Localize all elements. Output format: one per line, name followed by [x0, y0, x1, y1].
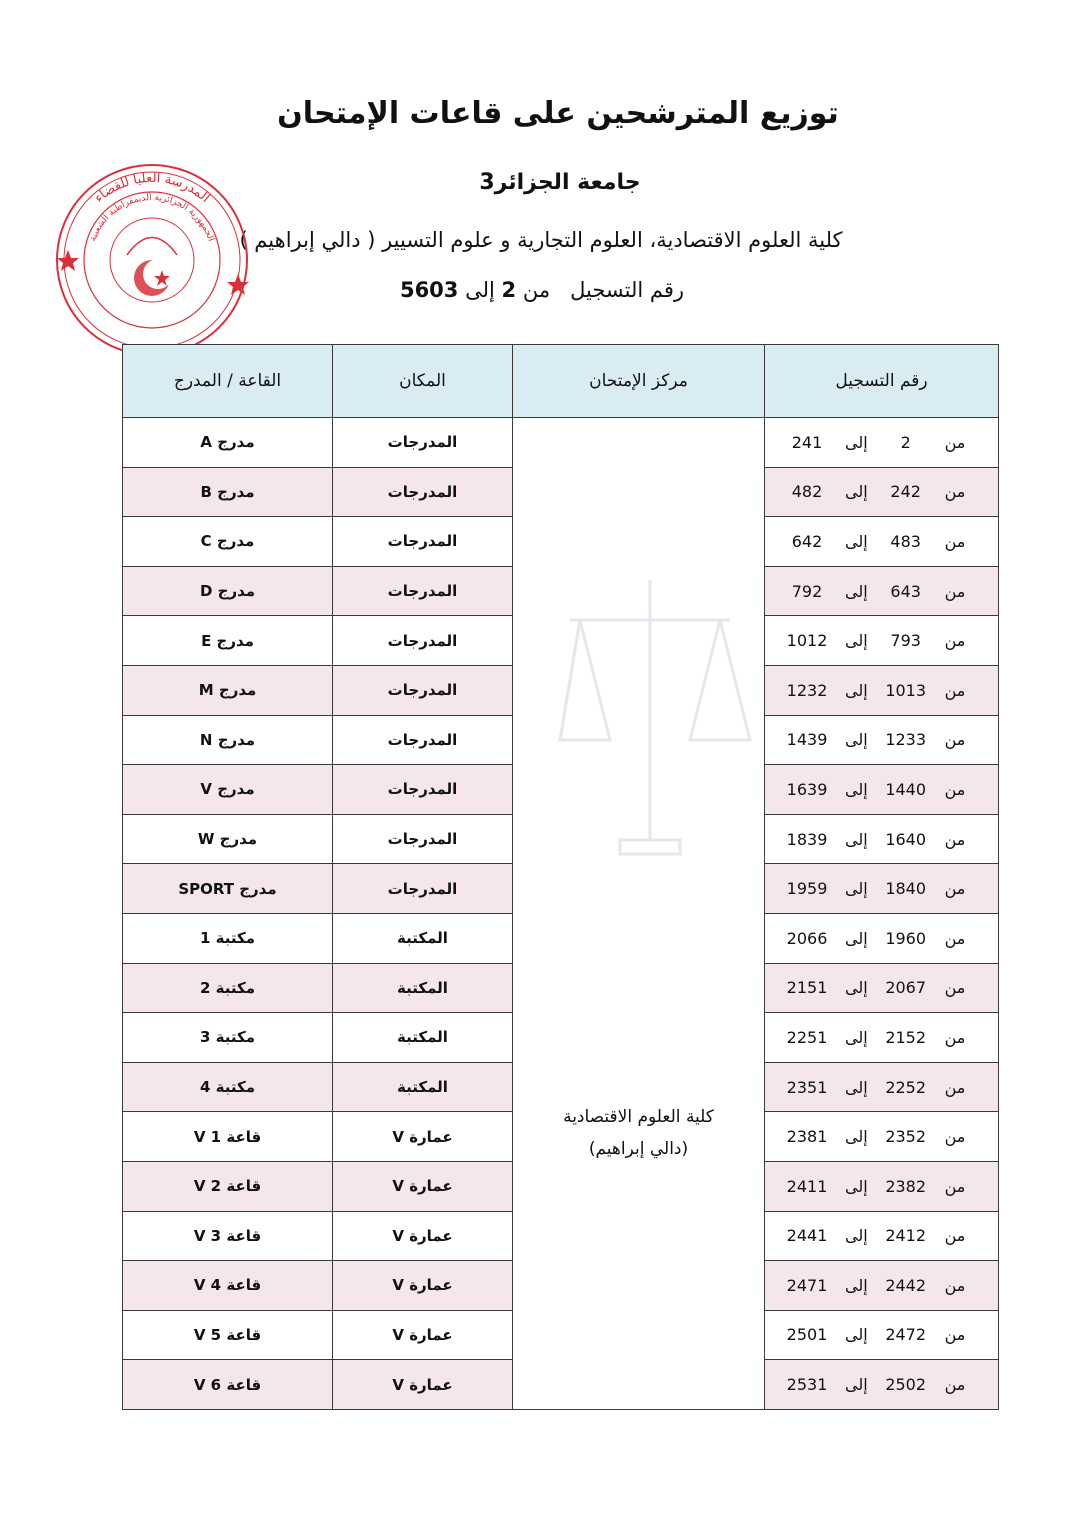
to-value: 1839 — [786, 829, 828, 849]
registration-range-cell — [765, 616, 999, 666]
to-value: 2411 — [786, 1176, 828, 1196]
to-value: 2501 — [786, 1325, 828, 1345]
to-value: 482 — [791, 482, 823, 502]
to-label: إلى — [845, 482, 868, 502]
from-label: من — [944, 928, 966, 948]
room-cell: قاعة V 2 — [123, 1161, 333, 1211]
from-label: من — [944, 1375, 966, 1395]
from-value: 2472 — [885, 1325, 927, 1345]
star-icon — [57, 250, 79, 271]
to-value: 2251 — [786, 1027, 828, 1047]
table-body — [123, 418, 999, 1410]
to-value: 1012 — [786, 631, 828, 651]
from-value: 1960 — [885, 928, 927, 948]
room-cell: مدرج V — [123, 765, 333, 815]
registration-range-cell — [765, 765, 999, 815]
place-cell: المدرجات — [333, 715, 513, 765]
from-label: من — [944, 1226, 966, 1246]
from-label: من — [944, 1027, 966, 1047]
room-cell: مدرج E — [123, 616, 333, 666]
place-cell: المدرجات — [333, 566, 513, 616]
from-label: من — [944, 1275, 966, 1295]
from-value: 483 — [890, 531, 921, 551]
from-label: من — [944, 1325, 966, 1345]
to-label: إلى — [845, 531, 868, 551]
to-label: إلى — [845, 1375, 868, 1395]
distribution-table — [122, 344, 999, 1410]
header-place: المكان — [333, 345, 513, 418]
from-label: من — [944, 581, 966, 601]
from-value: 1013 — [885, 680, 927, 700]
to-value: 2066 — [786, 928, 828, 948]
registration-range-cell — [765, 1062, 999, 1112]
room-cell: مدرج N — [123, 715, 333, 765]
table-header-row — [123, 345, 999, 418]
registration-range-cell — [765, 1310, 999, 1360]
page-title: توزيع المترشحين على قاعات الإمتحان — [277, 96, 839, 131]
place-cell: عمارة V — [333, 1161, 513, 1211]
room-cell: مكتبة 3 — [123, 1013, 333, 1063]
university-name: جامعة الجزائر3 — [479, 170, 641, 195]
room-cell: قاعة V 3 — [123, 1211, 333, 1261]
registration-range-cell — [765, 418, 999, 468]
place-cell: المدرجات — [333, 765, 513, 815]
to-label: إلى — [845, 829, 868, 849]
header-registration: رقم التسجيل — [765, 345, 999, 418]
stamp-outer-text: المدرسة العليا للقضاء — [91, 170, 213, 206]
registration-range-cell — [765, 517, 999, 567]
from-label: من — [944, 829, 966, 849]
to-value: 792 — [791, 581, 823, 601]
registration-range-cell — [765, 913, 999, 963]
range-to-value: 5603 — [399, 278, 459, 302]
range-from-label: من — [522, 278, 551, 302]
registration-range-cell — [765, 1261, 999, 1311]
from-value: 2442 — [885, 1275, 927, 1295]
room-cell: قاعة V 4 — [123, 1261, 333, 1311]
registration-range-cell — [765, 1161, 999, 1211]
crescent-star-icon — [134, 259, 173, 296]
place-cell: عمارة V — [333, 1211, 513, 1261]
exam-center-cell — [513, 418, 765, 1410]
room-cell: مدرج M — [123, 665, 333, 715]
to-label: إلى — [845, 1275, 868, 1295]
place-cell: المدرجات — [333, 517, 513, 567]
to-value: 642 — [791, 531, 823, 551]
range-from-value: 2 — [501, 278, 517, 302]
place-cell: المكتبة — [333, 1062, 513, 1112]
registration-range-cell — [765, 1360, 999, 1410]
to-value: 2151 — [786, 978, 828, 998]
place-cell: المدرجات — [333, 418, 513, 468]
from-value: 2152 — [885, 1027, 927, 1047]
from-label: من — [944, 531, 966, 551]
registration-range-cell — [765, 814, 999, 864]
from-value: 2412 — [885, 1226, 927, 1246]
to-label: إلى — [845, 1127, 868, 1147]
to-label: إلى — [845, 1176, 868, 1196]
from-label: من — [944, 730, 966, 750]
to-value: 2441 — [786, 1226, 828, 1246]
place-cell: المدرجات — [333, 467, 513, 517]
to-value: 2351 — [786, 1077, 828, 1097]
to-label: إلى — [845, 978, 868, 998]
from-label: من — [944, 432, 966, 452]
registration-range-cell — [765, 1013, 999, 1063]
table-row — [123, 418, 999, 468]
to-label: إلى — [845, 1077, 868, 1097]
place-cell: عمارة V — [333, 1310, 513, 1360]
to-value: 1232 — [786, 680, 828, 700]
registration-range-cell — [765, 566, 999, 616]
to-value: 1639 — [786, 779, 828, 799]
to-label: إلى — [845, 432, 868, 452]
from-value: 2252 — [885, 1077, 927, 1097]
from-label: من — [944, 879, 966, 899]
place-cell: عمارة V — [333, 1261, 513, 1311]
from-label: من — [944, 482, 966, 502]
registration-range-cell — [765, 963, 999, 1013]
from-label: من — [944, 631, 966, 651]
from-label: من — [944, 1077, 966, 1097]
room-cell: مدرج C — [123, 517, 333, 567]
room-cell: مكتبة 4 — [123, 1062, 333, 1112]
place-cell: المكتبة — [333, 1013, 513, 1063]
official-stamp — [52, 160, 252, 360]
place-cell: عمارة V — [333, 1112, 513, 1162]
place-cell: المدرجات — [333, 616, 513, 666]
to-label: إلى — [845, 1226, 868, 1246]
header-room: القاعة / المدرج — [123, 345, 333, 418]
exam-center-sub: (دالي إبراهيم) — [588, 1139, 689, 1160]
registration-range-cell — [765, 864, 999, 914]
from-value: 2502 — [885, 1375, 927, 1395]
to-label: إلى — [845, 879, 868, 899]
room-cell: مدرج B — [123, 467, 333, 517]
room-cell: مكتبة 2 — [123, 963, 333, 1013]
room-cell: مدرج A — [123, 418, 333, 468]
to-label: إلى — [845, 779, 868, 799]
place-cell: المدرجات — [333, 864, 513, 914]
from-label: من — [944, 1127, 966, 1147]
from-label: من — [944, 1176, 966, 1196]
registration-range-cell — [765, 665, 999, 715]
range-to-label: إلى — [465, 278, 495, 302]
from-value: 2352 — [885, 1127, 927, 1147]
distribution-table-wrapper — [122, 344, 998, 1410]
registration-range-cell — [765, 1112, 999, 1162]
place-cell: المدرجات — [333, 814, 513, 864]
from-value: 2 — [900, 432, 911, 452]
from-value: 1840 — [885, 879, 927, 899]
registration-range-cell — [765, 1211, 999, 1261]
from-value: 2067 — [885, 978, 927, 998]
to-value: 2531 — [786, 1375, 828, 1395]
from-value: 1440 — [885, 779, 927, 799]
header-exam-center: مركز الإمتحان — [513, 345, 765, 418]
to-value: 2381 — [786, 1127, 828, 1147]
from-value: 2382 — [885, 1176, 927, 1196]
room-cell: قاعة V 1 — [123, 1112, 333, 1162]
place-cell: عمارة V — [333, 1360, 513, 1410]
to-value: 1439 — [786, 730, 828, 750]
from-value: 643 — [890, 581, 921, 601]
place-cell: المدرجات — [333, 665, 513, 715]
to-value: 2471 — [786, 1275, 828, 1295]
to-label: إلى — [845, 1027, 868, 1047]
room-cell: مدرج D — [123, 566, 333, 616]
registration-range-cell — [765, 467, 999, 517]
to-label: إلى — [845, 680, 868, 700]
from-label: من — [944, 680, 966, 700]
room-cell: مكتبة 1 — [123, 913, 333, 963]
room-cell: مدرج SPORT — [123, 864, 333, 914]
to-label: إلى — [845, 581, 868, 601]
range-label: رقم التسجيل — [570, 278, 685, 302]
to-value: 1959 — [786, 879, 828, 899]
room-cell: مدرج W — [123, 814, 333, 864]
registration-range-cell — [765, 715, 999, 765]
to-label: إلى — [845, 928, 868, 948]
from-value: 793 — [890, 631, 921, 651]
from-label: من — [944, 779, 966, 799]
room-cell: قاعة V 6 — [123, 1360, 333, 1410]
to-label: إلى — [845, 730, 868, 750]
place-cell: المكتبة — [333, 913, 513, 963]
from-value: 242 — [890, 482, 921, 502]
to-value: 241 — [791, 432, 823, 452]
from-label: من — [944, 978, 966, 998]
from-value: 1233 — [885, 730, 927, 750]
faculty-name: كلية العلوم الاقتصادية، العلوم التجارية و علوم التسيير ( دالي إبراهيم ) — [239, 228, 843, 252]
to-label: إلى — [845, 631, 868, 651]
stamp-inner-text: الجمهورية الجزائرية الديمقراطية الشعبية — [88, 192, 216, 243]
to-label: إلى — [845, 1325, 868, 1345]
room-cell: قاعة V 5 — [123, 1310, 333, 1360]
place-cell: المكتبة — [333, 963, 513, 1013]
exam-center-name: كلية العلوم الاقتصادية — [563, 1107, 714, 1128]
from-value: 1640 — [885, 829, 927, 849]
